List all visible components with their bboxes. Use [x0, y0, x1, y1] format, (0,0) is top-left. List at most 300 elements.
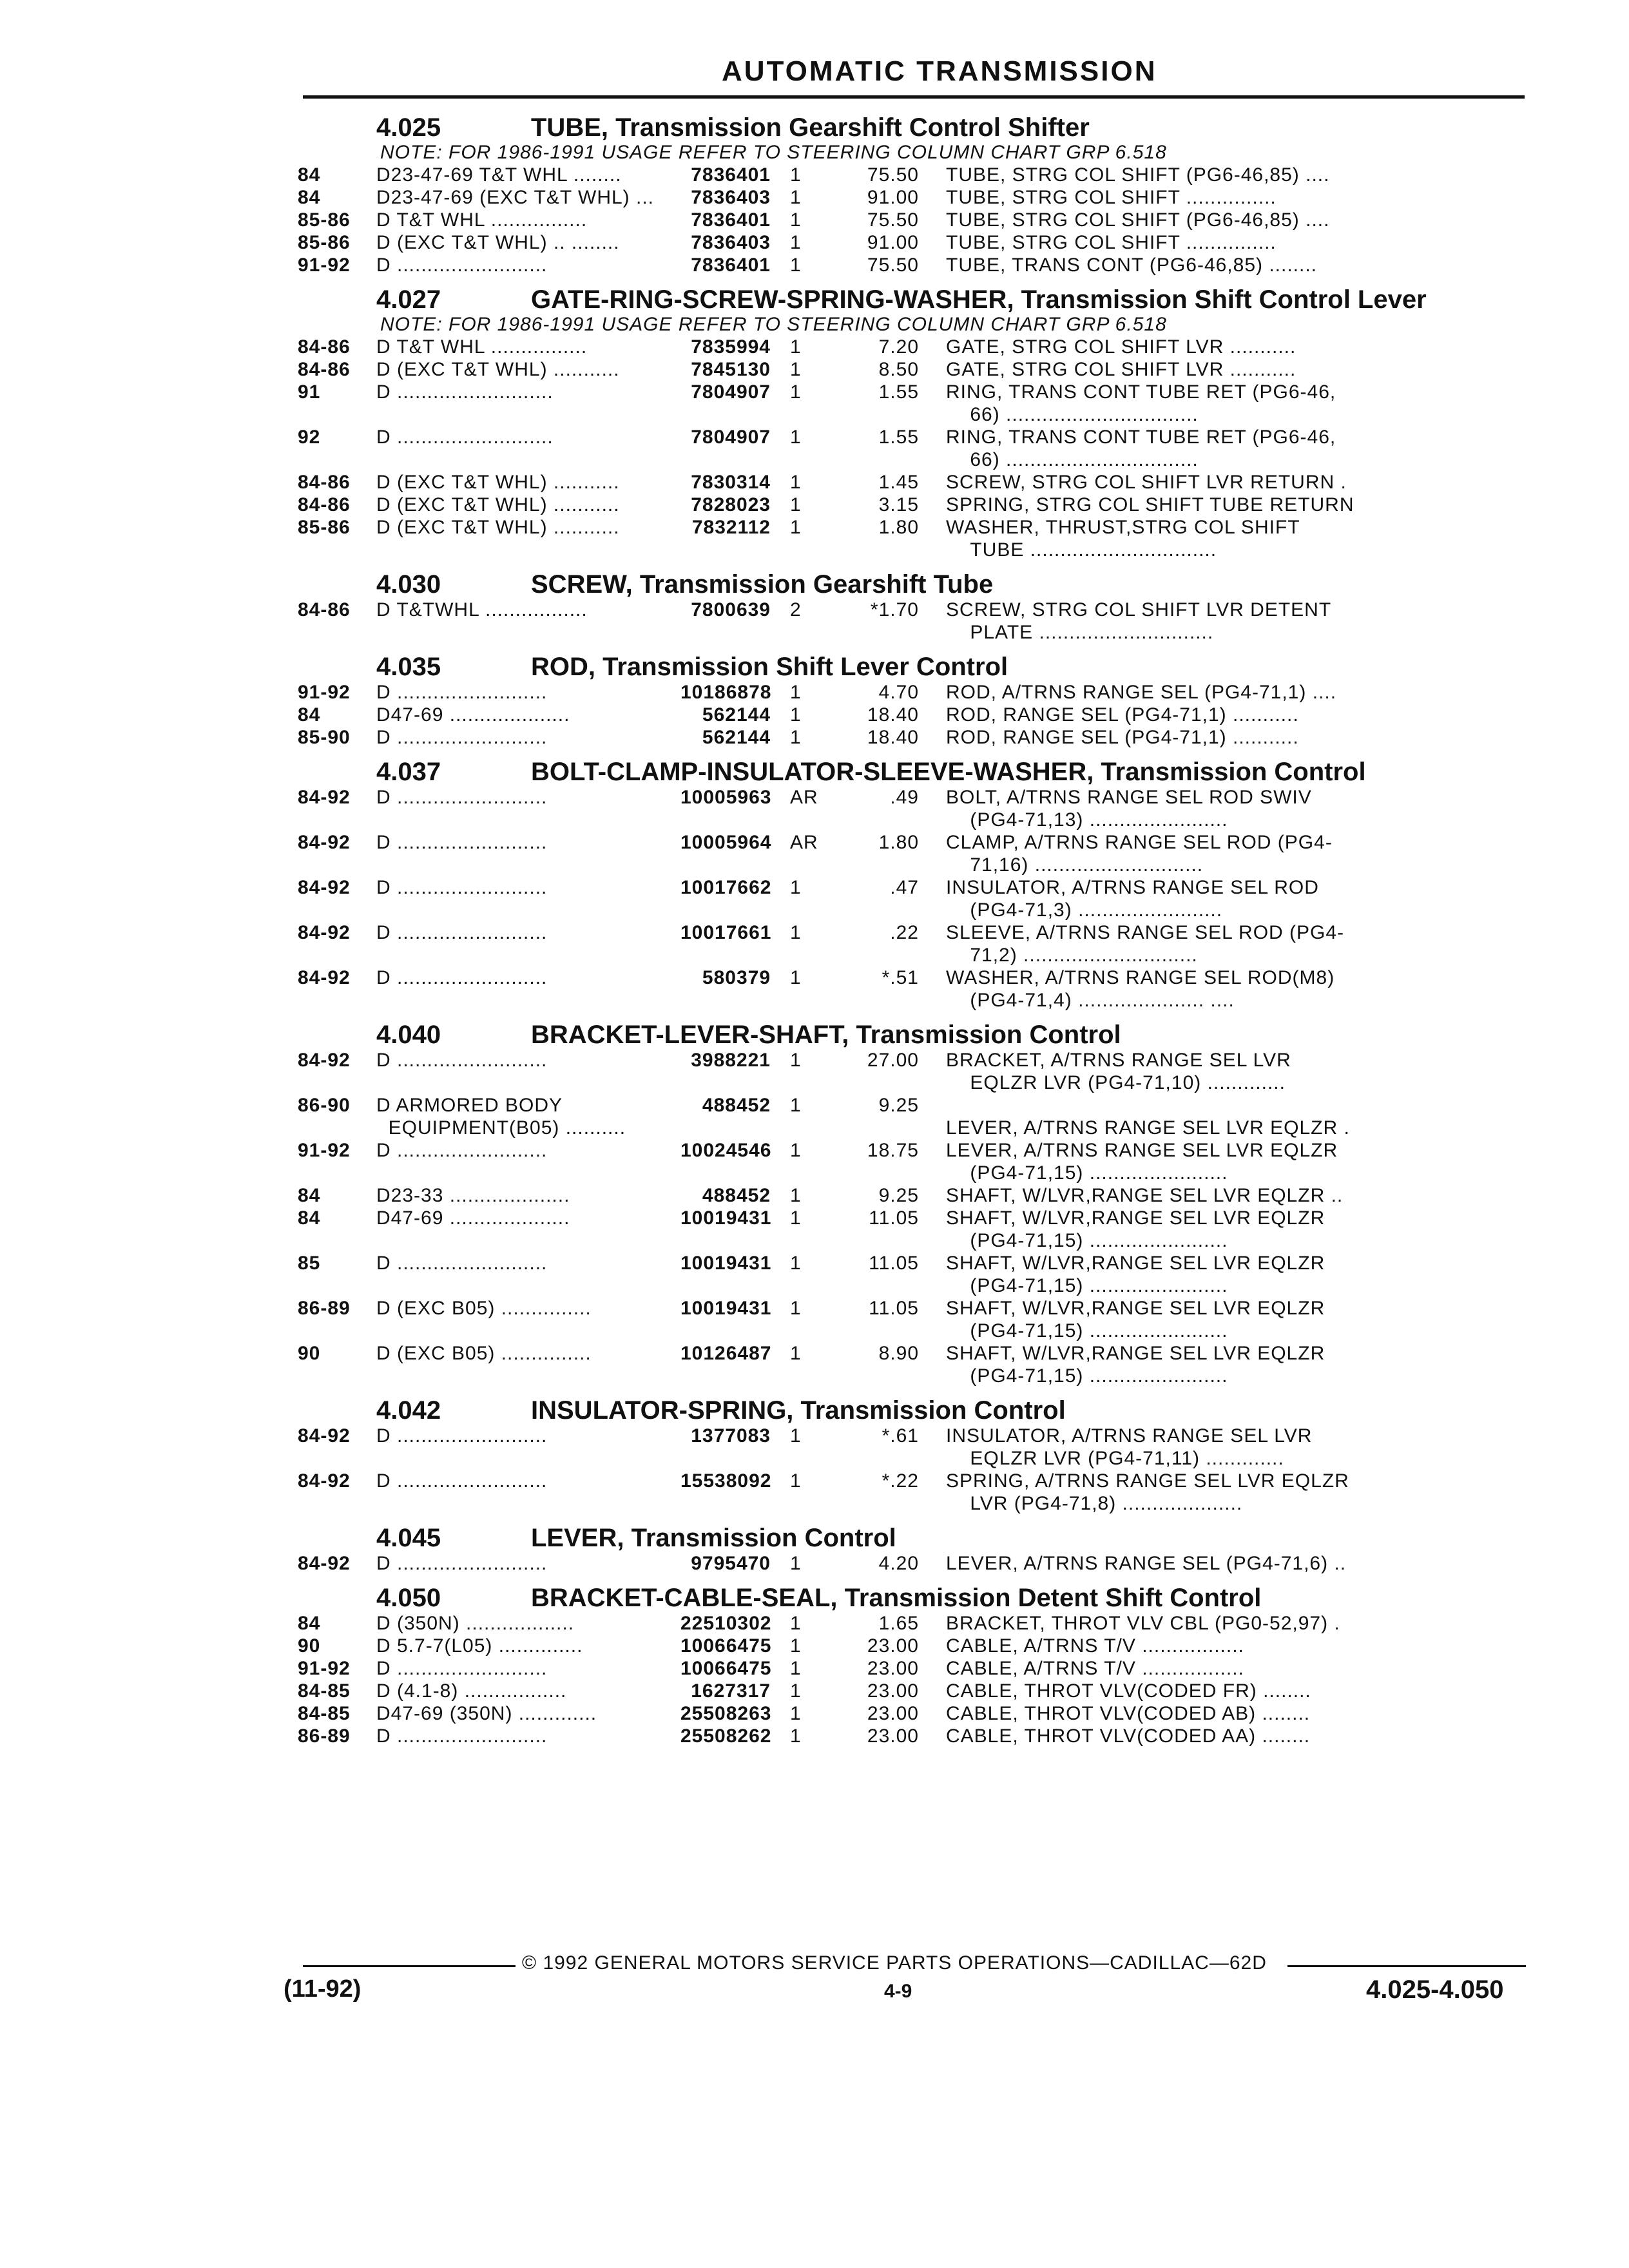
part-number: 22510302	[680, 1613, 772, 1634]
section-title: BRACKET-LEVER-SHAFT, Transmission Control	[531, 1021, 1121, 1049]
model-applicability: D .........................	[376, 1553, 548, 1574]
part-row	[298, 1094, 1535, 1139]
model-year: 84-85	[298, 1680, 351, 1702]
part-row	[298, 254, 1535, 276]
price: 23.00	[867, 1703, 919, 1724]
model-applicability: D .........................	[376, 255, 548, 276]
part-description: ROD, A/TRNS RANGE SEL (PG4-71,1) ....	[946, 682, 1337, 703]
part-number: 7836401	[691, 255, 771, 276]
model-year: 84-86	[298, 336, 351, 358]
price: 1.55	[878, 427, 919, 448]
quantity: 1	[790, 1095, 802, 1116]
part-number: 7845130	[691, 359, 771, 380]
part-number: 10005964	[680, 832, 772, 853]
price: 11.05	[869, 1298, 919, 1319]
section	[298, 758, 1535, 1012]
part-number: 7836403	[691, 232, 771, 253]
part-row	[298, 1342, 1535, 1387]
part-row	[298, 966, 1535, 1012]
part-number: 10066475	[680, 1658, 772, 1679]
section-heading	[298, 570, 1535, 599]
part-description: CABLE, THROT VLV(CODED AB) ........	[946, 1703, 1311, 1724]
quantity: 1	[790, 877, 802, 898]
model-applicability: D (EXC T&T WHL) ...........	[376, 472, 620, 493]
quantity: 1	[790, 472, 802, 493]
part-number: 10126487	[680, 1343, 772, 1364]
model-applicability: D .........................	[376, 727, 548, 748]
model-applicability: D .........................	[376, 1140, 548, 1161]
part-number: 7832112	[691, 517, 771, 538]
part-number: 9795470	[691, 1553, 771, 1574]
model-applicability: D47-69 ....................	[376, 1207, 570, 1229]
part-number: 10019431	[680, 1298, 772, 1319]
model-applicability: D .........................	[376, 877, 548, 898]
model-year: 91-92	[298, 1140, 351, 1161]
part-description: BRACKET, A/TRNS RANGE SEL LVR EQLZR LVR (PG4-71,10) .............	[946, 1050, 1291, 1093]
section-heading	[298, 758, 1535, 786]
part-number: 10017661	[680, 922, 772, 943]
part-description: SHAFT, W/LVR,RANGE SEL LVR EQLZR ..	[946, 1185, 1344, 1206]
part-number: 7800639	[691, 599, 771, 620]
section-number: 4.042	[376, 1396, 441, 1425]
section-heading	[298, 1021, 1535, 1049]
part-row	[298, 209, 1535, 231]
section	[298, 1396, 1535, 1515]
model-year: 84-92	[298, 832, 351, 853]
part-description: GATE, STRG COL SHIFT LVR ...........	[946, 336, 1296, 358]
part-description: SPRING, STRG COL SHIFT TUBE RETURN	[946, 494, 1354, 515]
model-year: 86-89	[298, 1298, 351, 1319]
part-description: BRACKET, THROT VLV CBL (PG0-52,97) .	[946, 1613, 1340, 1634]
part-number: 3988221	[691, 1050, 771, 1071]
model-applicability: D .........................	[376, 1725, 548, 1747]
price: 9.25	[878, 1185, 919, 1206]
part-description: ROD, RANGE SEL (PG4-71,1) ...........	[946, 727, 1299, 748]
model-applicability: D (EXC T&T WHL) ...........	[376, 517, 620, 538]
quantity: 1	[790, 1185, 802, 1206]
part-description: INSULATOR, A/TRNS RANGE SEL LVR EQLZR LVR (PG4-71,11) .............	[946, 1425, 1313, 1469]
price: 91.00	[867, 187, 919, 208]
model-applicability: D ARMORED BODY EQUIPMENT(B05) ..........	[376, 1095, 626, 1139]
part-description: CLAMP, A/TRNS RANGE SEL ROD (PG4- 71,16) ............................	[946, 832, 1333, 876]
price: 75.50	[867, 209, 919, 231]
model-year: 91-92	[298, 682, 351, 703]
section	[298, 285, 1535, 561]
quantity: 1	[790, 1725, 802, 1747]
model-year: 90	[298, 1635, 321, 1657]
part-number: 10019431	[680, 1253, 772, 1274]
part-description: ROD, RANGE SEL (PG4-71,1) ...........	[946, 704, 1299, 726]
quantity: 2	[790, 599, 802, 620]
model-applicability: D .........................	[376, 682, 548, 703]
model-applicability: D .........................	[376, 832, 548, 853]
part-description: SLEEVE, A/TRNS RANGE SEL ROD (PG4- 71,2) .............................	[946, 922, 1345, 966]
section-heading	[298, 1584, 1535, 1612]
part-number: 10024546	[680, 1140, 772, 1161]
section	[298, 1021, 1535, 1387]
section-number: 4.037	[376, 758, 441, 786]
quantity: 1	[790, 1425, 802, 1446]
part-row	[298, 494, 1535, 516]
price: 23.00	[867, 1725, 919, 1747]
price: 1.45	[878, 472, 919, 493]
part-row	[298, 876, 1535, 921]
quantity: 1	[790, 1470, 802, 1492]
model-applicability: D (EXC B05) ...............	[376, 1298, 592, 1319]
model-year: 84	[298, 164, 321, 186]
section-title: ROD, Transmission Shift Lever Control	[531, 653, 1008, 681]
part-row	[298, 1425, 1535, 1470]
part-row	[298, 1207, 1535, 1252]
part-number: 7830314	[691, 472, 771, 493]
part-row	[298, 1252, 1535, 1297]
part-description: CABLE, A/TRNS T/V .................	[946, 1635, 1244, 1657]
model-year: 84-92	[298, 787, 351, 808]
model-applicability: D23-47-69 (EXC T&T WHL) ...	[376, 187, 655, 208]
price: 1.65	[878, 1613, 919, 1634]
model-year: 84-92	[298, 1553, 351, 1574]
section-heading	[298, 1524, 1535, 1552]
part-row	[298, 599, 1535, 644]
quantity: 1	[790, 1703, 802, 1724]
model-year: 91	[298, 381, 321, 403]
model-year: 84-86	[298, 599, 351, 620]
quantity: 1	[790, 427, 802, 448]
part-description: RING, TRANS CONT TUBE RET (PG6-46, 66) ................................	[946, 427, 1336, 470]
quantity: 1	[790, 209, 802, 231]
part-number: 10019431	[680, 1207, 772, 1229]
price: 75.50	[867, 164, 919, 186]
section-title: BOLT-CLAMP-INSULATOR-SLEEVE-WASHER, Transmission Control	[531, 758, 1366, 786]
model-year: 85	[298, 1253, 321, 1274]
quantity: 1	[790, 381, 802, 403]
section-title: TUBE, Transmission Gearshift Control Shifter	[531, 113, 1090, 142]
part-description: TUBE, STRG COL SHIFT ...............	[946, 232, 1277, 253]
part-description: BOLT, A/TRNS RANGE SEL ROD SWIV (PG4-71,13) .......................	[946, 787, 1312, 831]
price: *.61	[882, 1425, 919, 1446]
price: *.51	[882, 967, 919, 988]
part-number: 10005963	[680, 787, 772, 808]
part-description: SHAFT, W/LVR,RANGE SEL LVR EQLZR (PG4-71,15) .......................	[946, 1253, 1325, 1296]
price: 8.90	[878, 1343, 919, 1364]
part-row	[298, 516, 1535, 561]
part-row	[298, 1657, 1535, 1680]
quantity: 1	[790, 494, 802, 515]
quantity: 1	[790, 1343, 802, 1364]
part-number: 10186878	[680, 682, 772, 703]
quantity: 1	[790, 255, 802, 276]
price: 11.05	[869, 1253, 919, 1274]
part-description: WASHER, A/TRNS RANGE SEL ROD(M8) (PG4-71,4) ..................... ....	[946, 967, 1335, 1011]
model-year: 84-92	[298, 922, 351, 943]
price: 1.80	[878, 832, 919, 853]
model-year: 84	[298, 187, 321, 208]
section-number: 4.040	[376, 1021, 441, 1049]
price: 8.50	[878, 359, 919, 380]
price: 3.15	[878, 494, 919, 515]
part-number: 7804907	[691, 427, 771, 448]
part-number: 10017662	[680, 877, 772, 898]
part-row	[298, 231, 1535, 254]
section-heading	[298, 1396, 1535, 1425]
part-description: INSULATOR, A/TRNS RANGE SEL ROD (PG4-71,3) ........................	[946, 877, 1319, 921]
part-number: 1377083	[691, 1425, 771, 1446]
part-row	[298, 704, 1535, 726]
quantity: 1	[790, 1658, 802, 1679]
part-description: GATE, STRG COL SHIFT LVR ...........	[946, 359, 1296, 380]
part-number: 562144	[702, 727, 771, 748]
price: 1.80	[878, 517, 919, 538]
part-description: CABLE, THROT VLV(CODED FR) ........	[946, 1680, 1311, 1702]
model-year: 92	[298, 427, 321, 448]
part-row	[298, 831, 1535, 876]
part-row	[298, 1702, 1535, 1725]
part-number: 15538092	[680, 1470, 772, 1492]
footer-rule-left	[303, 1965, 516, 1967]
model-year: 84-86	[298, 472, 351, 493]
section	[298, 1524, 1535, 1575]
model-applicability: D (EXC T&T WHL) ...........	[376, 494, 620, 515]
part-row	[298, 471, 1535, 494]
model-year: 84-86	[298, 359, 351, 380]
section-heading	[298, 285, 1535, 314]
part-number: 7836403	[691, 187, 771, 208]
section-number: 4.027	[376, 285, 441, 314]
model-applicability: D (EXC B05) ...............	[376, 1343, 592, 1364]
model-applicability: D T&TWHL .................	[376, 599, 588, 620]
model-applicability: D .........................	[376, 1658, 548, 1679]
part-number: 562144	[702, 704, 771, 726]
model-applicability: D .........................	[376, 967, 548, 988]
price: .49	[890, 787, 919, 808]
part-row	[298, 1049, 1535, 1094]
section-title: SCREW, Transmission Gearshift Tube	[531, 570, 994, 599]
part-row	[298, 726, 1535, 749]
section-number: 4.035	[376, 653, 441, 681]
model-applicability: D23-47-69 T&T WHL ........	[376, 164, 622, 186]
quantity: 1	[790, 922, 802, 943]
part-description: SHAFT, W/LVR,RANGE SEL LVR EQLZR (PG4-71,15) .......................	[946, 1207, 1325, 1251]
model-year: 84-92	[298, 967, 351, 988]
price: 7.20	[878, 336, 919, 358]
price: 9.25	[878, 1095, 919, 1116]
model-applicability: D (4.1-8) .................	[376, 1680, 567, 1702]
model-year: 85-86	[298, 232, 351, 253]
part-number: 580379	[702, 967, 771, 988]
part-row	[298, 164, 1535, 186]
quantity: 1	[790, 967, 802, 988]
price: .22	[890, 922, 919, 943]
quantity: 1	[790, 164, 802, 186]
part-description: SCREW, STRG COL SHIFT LVR DETENT PLATE .............................	[946, 599, 1332, 643]
part-row	[298, 786, 1535, 831]
part-description: SHAFT, W/LVR,RANGE SEL LVR EQLZR (PG4-71,15) .......................	[946, 1343, 1325, 1387]
part-description: SPRING, A/TRNS RANGE SEL LVR EQLZR LVR (PG4-71,8) ....................	[946, 1470, 1349, 1514]
section	[298, 570, 1535, 644]
part-row	[298, 426, 1535, 471]
price: 4.70	[878, 682, 919, 703]
model-applicability: D ..........................	[376, 381, 554, 403]
part-description: SCREW, STRG COL SHIFT LVR RETURN .	[946, 472, 1347, 493]
section-title: LEVER, Transmission Control	[531, 1524, 896, 1552]
quantity: 1	[790, 187, 802, 208]
model-applicability: D 5.7-7(L05) ..............	[376, 1635, 583, 1657]
part-number: 10066475	[680, 1635, 772, 1657]
part-row	[298, 1635, 1535, 1657]
part-row	[298, 1552, 1535, 1575]
model-applicability: D47-69 (350N) .............	[376, 1703, 597, 1724]
section	[298, 113, 1535, 276]
quantity: 1	[790, 517, 802, 538]
title-rule	[303, 95, 1525, 99]
section-number: 4.050	[376, 1584, 441, 1612]
quantity: 1	[790, 1140, 802, 1161]
section-note: NOTE: FOR 1986-1991 USAGE REFER TO STEERING COLUMN CHART GRP 6.518	[380, 142, 1167, 163]
part-description: TUBE, STRG COL SHIFT (PG6-46,85) ....	[946, 209, 1330, 231]
part-number: 488452	[702, 1095, 771, 1116]
model-year: 85-90	[298, 727, 351, 748]
part-number: 25508263	[680, 1703, 772, 1724]
quantity: 1	[790, 727, 802, 748]
part-row	[298, 336, 1535, 358]
model-year: 84	[298, 704, 321, 726]
model-year: 85-86	[298, 209, 351, 231]
quantity: 1	[790, 359, 802, 380]
section-heading	[298, 113, 1535, 142]
price: 23.00	[867, 1635, 919, 1657]
model-year: 91-92	[298, 255, 351, 276]
model-year: 84-92	[298, 1425, 351, 1446]
price: 27.00	[867, 1050, 919, 1071]
part-number: 7835994	[691, 336, 771, 358]
quantity: 1	[790, 704, 802, 726]
model-year: 84-92	[298, 1050, 351, 1071]
part-description: SHAFT, W/LVR,RANGE SEL LVR EQLZR (PG4-71,15) .......................	[946, 1298, 1325, 1341]
quantity: 1	[790, 1253, 802, 1274]
part-number: 7836401	[691, 209, 771, 231]
part-description: TUBE, TRANS CONT (PG6-46,85) ........	[946, 255, 1318, 276]
quantity: 1	[790, 1050, 802, 1071]
part-number: 25508262	[680, 1725, 772, 1747]
section-number: 4.030	[376, 570, 441, 599]
part-number: 1627317	[691, 1680, 771, 1702]
quantity: AR	[790, 832, 818, 853]
quantity: 1	[790, 1635, 802, 1657]
quantity: 1	[790, 336, 802, 358]
price: *.22	[882, 1470, 919, 1492]
model-applicability: D .........................	[376, 787, 548, 808]
part-row	[298, 1184, 1535, 1207]
section-number: 4.045	[376, 1524, 441, 1552]
model-applicability: D .........................	[376, 922, 548, 943]
part-description: TUBE, STRG COL SHIFT ...............	[946, 187, 1277, 208]
parts-list	[298, 104, 1535, 1747]
model-year: 86-89	[298, 1725, 351, 1747]
model-year: 91-92	[298, 1658, 351, 1679]
quantity: 1	[790, 1613, 802, 1634]
price: 75.50	[867, 255, 919, 276]
part-number: 488452	[702, 1185, 771, 1206]
price: *1.70	[870, 599, 919, 620]
model-year: 85-86	[298, 517, 351, 538]
part-description: LEVER, A/TRNS RANGE SEL (PG4-71,6) ..	[946, 1553, 1347, 1574]
section-number: 4.025	[376, 113, 441, 142]
model-year: 90	[298, 1343, 321, 1364]
price: 11.05	[869, 1207, 919, 1229]
section-heading	[298, 653, 1535, 681]
price: 91.00	[867, 232, 919, 253]
quantity: 1	[790, 1680, 802, 1702]
section	[298, 1584, 1535, 1747]
model-year: 84-92	[298, 877, 351, 898]
price: 18.40	[867, 704, 919, 726]
part-row	[298, 381, 1535, 426]
part-description: RING, TRANS CONT TUBE RET (PG6-46, 66) ................................	[946, 381, 1336, 425]
part-row	[298, 358, 1535, 381]
part-row	[298, 1725, 1535, 1747]
part-number: 7828023	[691, 494, 771, 515]
part-row	[298, 921, 1535, 966]
quantity: 1	[790, 682, 802, 703]
model-year: 86-90	[298, 1095, 351, 1116]
model-applicability: D T&T WHL ................	[376, 336, 588, 358]
model-applicability: D .........................	[376, 1425, 548, 1446]
part-number: 7836401	[691, 164, 771, 186]
part-description: TUBE, STRG COL SHIFT (PG6-46,85) ....	[946, 164, 1330, 186]
part-description: CABLE, THROT VLV(CODED AA) ........	[946, 1725, 1311, 1747]
part-description: CABLE, A/TRNS T/V .................	[946, 1658, 1244, 1679]
model-year: 84	[298, 1207, 321, 1229]
section-note: NOTE: FOR 1986-1991 USAGE REFER TO STEERING COLUMN CHART GRP 6.518	[380, 314, 1167, 335]
model-applicability: D .........................	[376, 1470, 548, 1492]
footer-section-range: 4.025-4.050	[1366, 1975, 1504, 2004]
part-row	[298, 1470, 1535, 1515]
quantity: 1	[790, 232, 802, 253]
price: .47	[890, 877, 919, 898]
part-number: 7804907	[691, 381, 771, 403]
price: 1.55	[878, 381, 919, 403]
model-applicability: D (EXC T&T WHL) .. ........	[376, 232, 620, 253]
footer-date: (11-92)	[284, 1975, 361, 2003]
price: 18.40	[867, 727, 919, 748]
part-description: WASHER, THRUST,STRG COL SHIFT TUBE ...............................	[946, 517, 1300, 561]
price: 23.00	[867, 1680, 919, 1702]
model-applicability: D47-69 ....................	[376, 704, 570, 726]
section	[298, 653, 1535, 749]
model-year: 84-85	[298, 1703, 351, 1724]
part-row	[298, 186, 1535, 209]
part-row	[298, 1297, 1535, 1342]
section-title: INSULATOR-SPRING, Transmission Control	[531, 1396, 1066, 1425]
quantity: 1	[790, 1298, 802, 1319]
footer-rule-right	[1287, 1965, 1526, 1967]
part-description: LEVER, A/TRNS RANGE SEL LVR EQLZR (PG4-71,15) .......................	[946, 1140, 1338, 1184]
part-row	[298, 681, 1535, 704]
model-year: 84-86	[298, 494, 351, 515]
quantity: 1	[790, 1207, 802, 1229]
footer-page-number: 4-9	[884, 1981, 912, 2002]
model-year: 84	[298, 1613, 321, 1634]
model-year: 84	[298, 1185, 321, 1206]
model-applicability: D23-33 ....................	[376, 1185, 570, 1206]
price: 18.75	[867, 1140, 919, 1161]
part-row	[298, 1680, 1535, 1702]
model-applicability: D T&T WHL ................	[376, 209, 588, 231]
model-applicability: D (EXC T&T WHL) ...........	[376, 359, 620, 380]
model-applicability: D .........................	[376, 1253, 548, 1274]
part-row	[298, 1139, 1535, 1184]
section-title: GATE-RING-SCREW-SPRING-WASHER, Transmission Shift Control Lever	[531, 285, 1427, 314]
